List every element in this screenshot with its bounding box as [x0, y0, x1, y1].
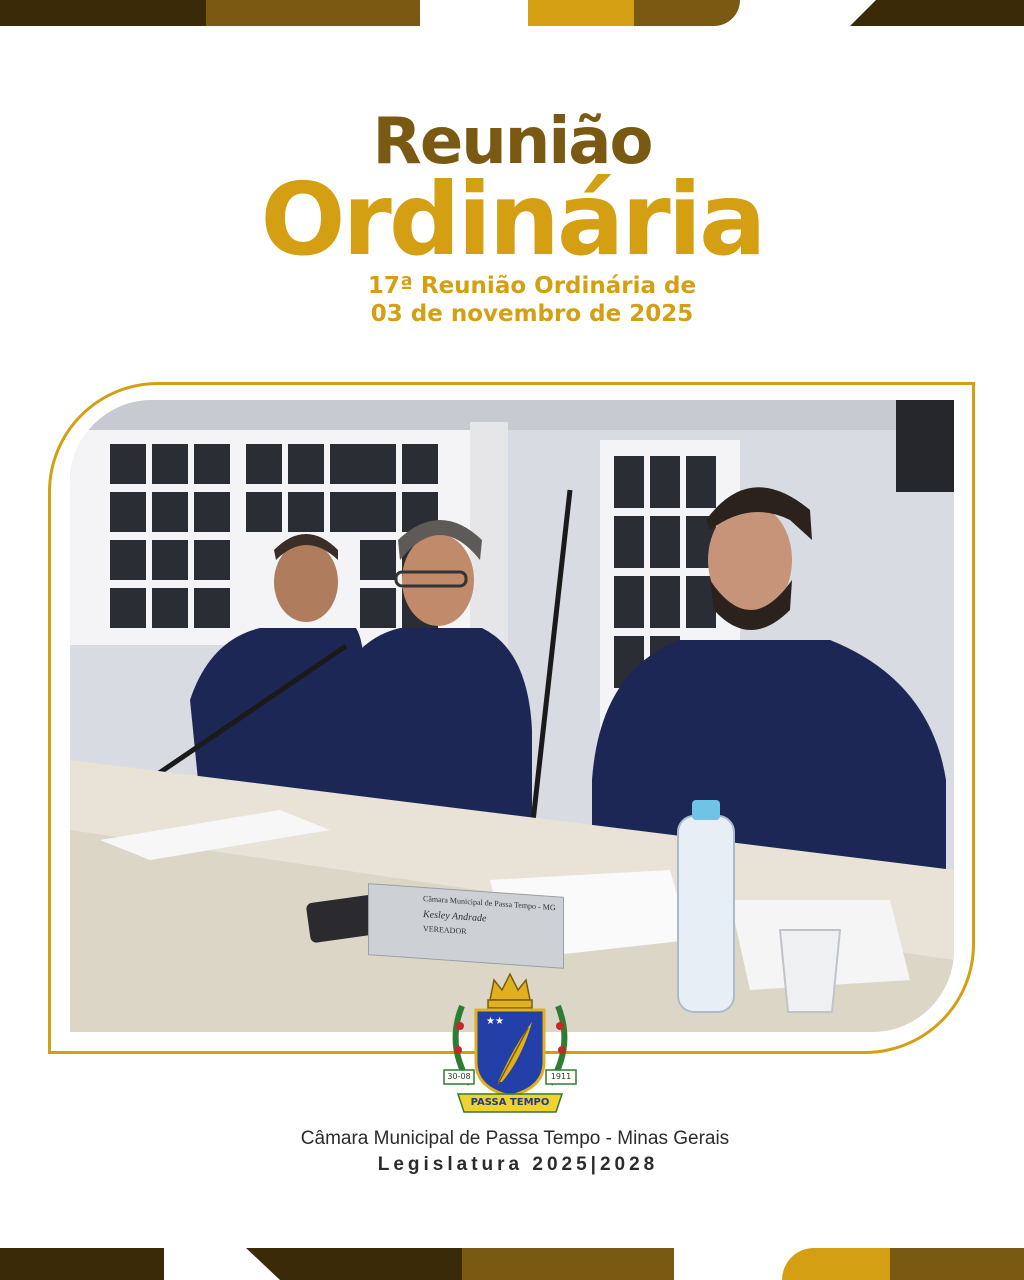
- session-photo: [70, 400, 954, 1032]
- municipal-crest-logo: [440, 966, 580, 1116]
- subtitle-line-2: 03 de novembro de 2025: [370, 301, 694, 327]
- nameplate-institution: Câmara Municipal de Passa Tempo - MG: [423, 893, 556, 913]
- nameplate: [368, 883, 564, 969]
- top-stripe-bronze: [206, 0, 420, 26]
- meeting-subtitle: [0, 272, 1024, 328]
- crest-icon: [440, 966, 580, 1116]
- title-ordinaria: Ordinária: [260, 161, 764, 278]
- nameplate-role: VEREADOR: [423, 923, 467, 937]
- svg-text:★★: ★★: [486, 1016, 504, 1027]
- bottom-stripe-dark-left: [0, 1248, 164, 1280]
- bottom-stripe-dark-mid: [246, 1248, 462, 1280]
- top-stripe-bronze-mid: [634, 0, 740, 26]
- top-stripe-dark: [0, 0, 206, 26]
- top-stripe-dark-right: [850, 0, 1024, 26]
- bottom-stripe-gold: [782, 1248, 890, 1280]
- subtitle-line-1: 17ª Reunião Ordinária de: [367, 273, 697, 299]
- crest-year: 1911: [550, 1072, 572, 1081]
- institution-name: Câmara Municipal de Passa Tempo - Minas Gerais: [300, 1128, 730, 1149]
- crest-founded-date: 30-08: [447, 1072, 471, 1081]
- crest-banner-text: PASSA TEMPO: [470, 1097, 550, 1108]
- legislature-period: Legislatura 2025|2028: [377, 1154, 659, 1175]
- bottom-stripe-bronze-right: [890, 1248, 1024, 1280]
- top-stripe-gold-left: [528, 0, 634, 26]
- nameplate-name: Kesley Andrade: [423, 908, 487, 925]
- bottom-stripe-bronze: [462, 1248, 674, 1280]
- title-reuniao: Reunião: [372, 105, 652, 179]
